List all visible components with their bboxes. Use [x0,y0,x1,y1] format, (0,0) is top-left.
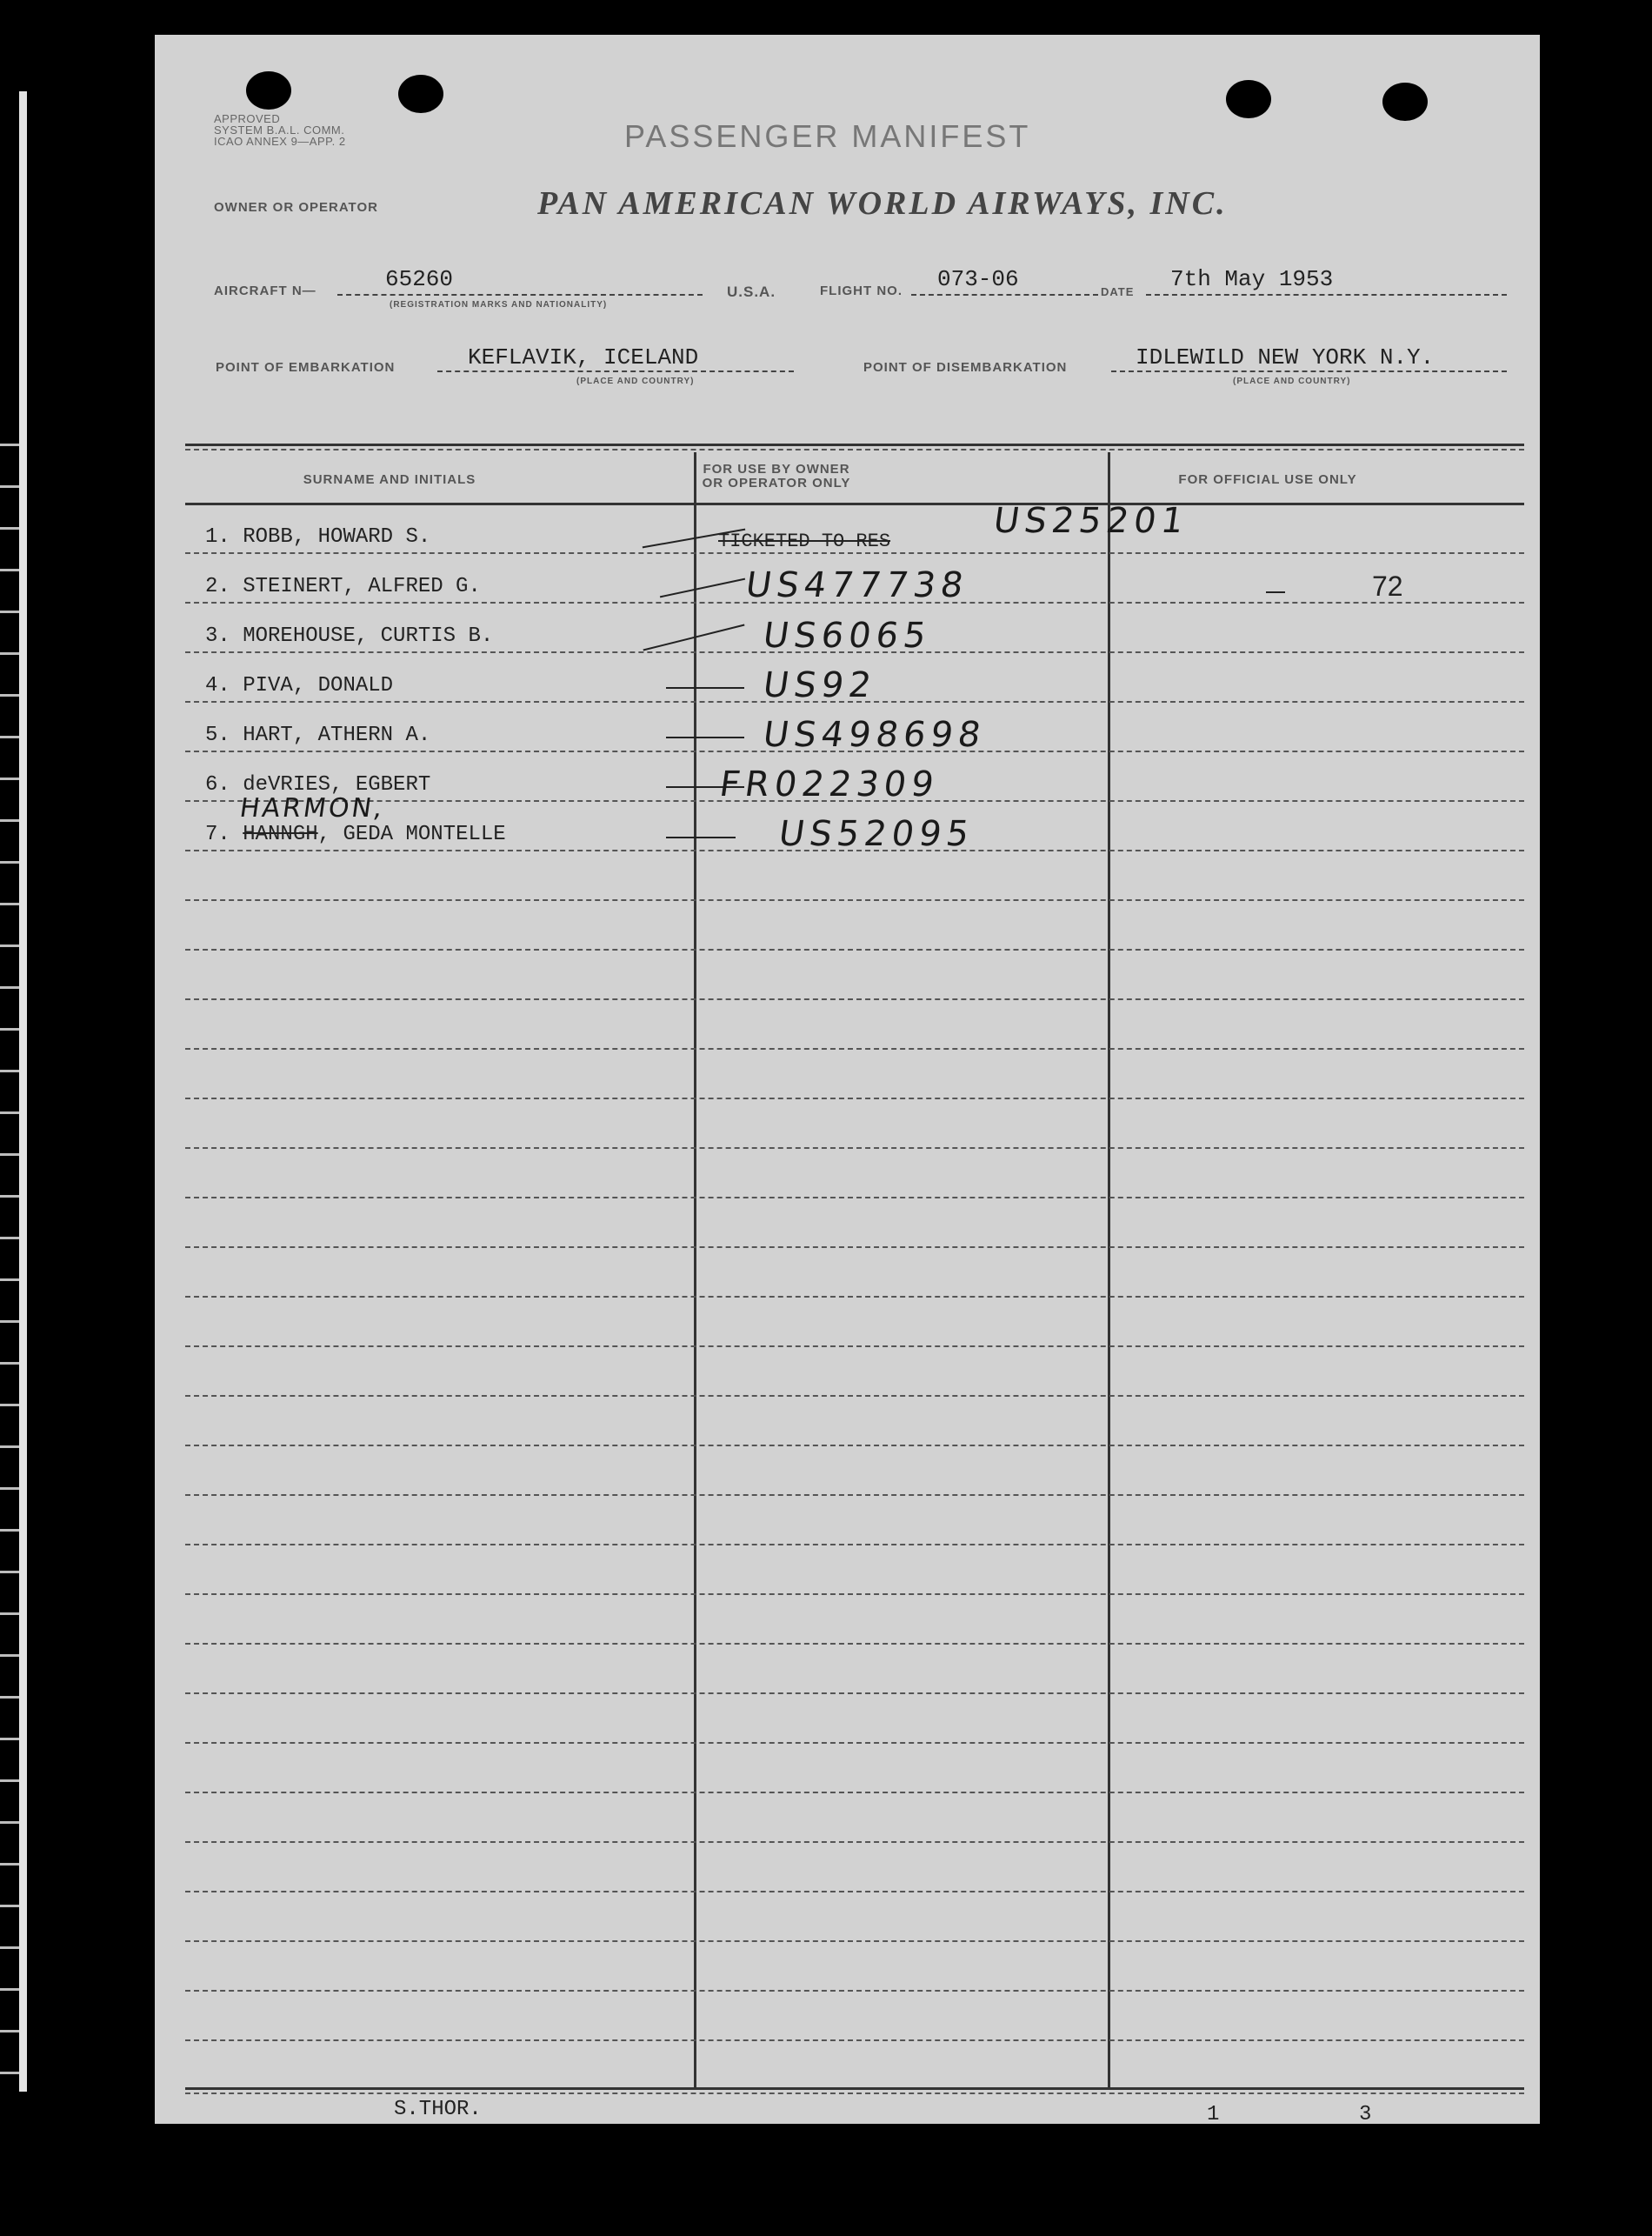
row-line [185,1048,1524,1050]
edge-tick [0,778,19,780]
punch-hole [1382,83,1428,121]
passenger-number: 3. [205,624,230,648]
row-line [185,899,1524,901]
punch-hole [1226,80,1271,118]
passenger-name: PIVA, DONALD [243,674,394,697]
column-header-owner-line: OR OPERATOR ONLY [702,476,851,491]
disembarkation-field-line [1111,370,1507,372]
passenger-row [205,575,481,598]
edge-tick [0,861,19,864]
row-line [185,1395,1524,1397]
row-line [185,1098,1524,1099]
passenger-row [205,724,430,747]
row-line [185,1742,1524,1744]
edge-tick [0,527,19,530]
row-line [185,1345,1524,1347]
edge-tick [0,1529,19,1532]
table-top-rule [185,449,1524,451]
edge-tick [0,1571,19,1573]
handwritten-note: US498698 [760,715,989,755]
row-line [185,552,1524,554]
edge-tick [0,1111,19,1114]
edge-tick [0,1654,19,1657]
embarkation-value: KEFLAVIK, ICELAND [468,344,699,370]
row-line [185,1544,1524,1545]
passenger-number: 1. [205,525,230,549]
approval-line: ICAO ANNEX 9—APP. 2 [214,135,346,148]
disembarkation-value: IDLEWILD NEW YORK N.Y. [1136,344,1435,370]
edge-tick [0,736,19,738]
row-line [185,949,1524,951]
disembarkation-label: POINT OF DISEMBARKATION [863,360,1068,375]
row-line [185,1692,1524,1694]
passenger-name: ROBB, HOWARD S. [243,525,431,549]
passenger-row [205,823,506,846]
page-title: PASSENGER MANIFEST [624,118,1031,154]
edge-tick [0,1028,19,1031]
aircraft-label: AIRCRAFT N— [214,284,316,298]
edge-tick [0,1821,19,1824]
edge-tick [0,485,19,488]
approval-line: APPROVED [214,112,281,125]
edge-tick [0,2030,19,2032]
row-line [185,1147,1524,1149]
passenger-number: 4. [205,674,230,697]
handwritten-note: FR022309 [716,764,942,804]
aircraft-value: 65260 [385,266,454,292]
official-mark [1266,591,1285,593]
passenger-row [205,674,393,697]
passenger-row [205,525,430,549]
handwritten-note: US52095 [776,814,977,854]
edge-tick [0,1863,19,1866]
entry-tick [666,837,736,838]
aircraft-field-line [337,294,703,296]
handwritten-note: US6065 [760,616,934,656]
table-top-rule [185,444,1524,446]
edge-tick [0,986,19,989]
handwritten-note: US25201 [990,501,1192,541]
row-line [185,1197,1524,1198]
date-field-line [1146,294,1507,296]
edge-tick [0,1278,19,1281]
embarkation-label: POINT OF EMBARKATION [216,360,396,375]
passenger-row [205,624,493,648]
column-header-official: FOR OFFICIAL USE ONLY [1178,472,1357,487]
punch-hole [246,71,291,110]
struck-surname: HANNGH [243,823,318,846]
usa-label: U.S.A. [727,284,776,300]
entry-tick [666,687,744,689]
entry-tick [666,737,744,738]
official-value: 72 [1372,571,1403,602]
edge-tick [0,1237,19,1239]
passenger-number: 7. [205,823,230,846]
edge-tick [0,1988,19,1991]
edge-tick [0,1320,19,1323]
manifest-page [155,35,1540,2124]
edge-tick [0,1696,19,1699]
page-number: 1 [1207,2103,1220,2126]
edge-tick [0,1153,19,1156]
edge-tick [0,1779,19,1782]
row-line [185,2039,1524,2041]
edge-tick [0,1404,19,1406]
row-line [185,1494,1524,1496]
flight-value: 073-06 [937,266,1019,292]
entry-tick [660,578,745,598]
date-label: DATE [1101,285,1135,298]
edge-tick [0,444,19,446]
row-line [185,1593,1524,1595]
column-header-owner [694,463,859,491]
passenger-name: deVRIES, EGBERT [243,773,431,797]
approval-line: SYSTEM B.A.L. COMM. [214,123,345,137]
edge-tick [0,2072,19,2074]
edge-tick [0,569,19,571]
airline-name: PAN AMERICAN WORLD AIRWAYS, INC. [537,185,1228,222]
column-header-owner-line: FOR USE BY OWNER [703,462,850,477]
date-value: 7th May 1953 [1170,266,1334,292]
edge-tick [0,611,19,613]
edge-tick [0,694,19,697]
row-line [185,1990,1524,1992]
punch-hole [398,75,443,113]
passenger-number: 6. [205,773,230,797]
passenger-name: STEINERT, ALFRED G. [243,575,481,598]
table-bottom-rule [185,2087,1524,2090]
passenger-number: 2. [205,575,230,598]
edge-tick [0,1612,19,1615]
handwritten-note: US92 [760,665,879,705]
disembarkation-sublabel: (PLACE AND COUNTRY) [1233,377,1351,386]
handwritten-note: US477738 [743,565,971,605]
edge-tick [0,1070,19,1072]
header-rule [185,503,1524,505]
row-line [185,1940,1524,1942]
edge-tick [0,1195,19,1198]
edge-tick [0,819,19,822]
row-line [185,1296,1524,1298]
row-line [185,1643,1524,1645]
row-line [185,1246,1524,1248]
column-header-surname: SURNAME AND INITIALS [303,472,476,487]
table-bottom-rule [185,2092,1524,2094]
embarkation-sublabel: (PLACE AND COUNTRY) [576,377,695,386]
page-total: 3 [1359,2103,1372,2126]
owner-label: OWNER OR OPERATOR [214,200,378,215]
edge-tick [0,1905,19,1907]
passenger-number: 5. [205,724,230,747]
row-line [185,998,1524,1000]
embarkation-field-line [437,370,794,372]
edge-tick [0,1946,19,1949]
edge-tick [0,1487,19,1490]
prepared-by-name: S.THOR. [394,2098,482,2121]
edge-tick [0,903,19,905]
flight-field-line [911,294,1098,296]
edge-tick [0,1362,19,1365]
row-line [185,1891,1524,1892]
edge-tick [0,944,19,947]
edge-tick [0,1445,19,1448]
struck-note: TICKETED TO RES [718,531,891,552]
passenger-name: MOREHOUSE, CURTIS B. [243,624,494,648]
edge-tick [0,652,19,655]
handwritten-correction: HARMON, [237,793,387,824]
edge-tick [0,1738,19,1740]
row-line [185,1445,1524,1446]
row-line [185,1792,1524,1793]
passenger-name: , GEDA MONTELLE [317,823,506,846]
approval-stamp [214,113,346,147]
flight-label: FLIGHT NO. [820,284,903,298]
passenger-name: HART, ATHERN A. [243,724,431,747]
row-line [185,1841,1524,1843]
aircraft-sublabel: (REGISTRATION MARKS AND NATIONALITY) [390,300,608,310]
film-edge-strip [19,91,27,2092]
